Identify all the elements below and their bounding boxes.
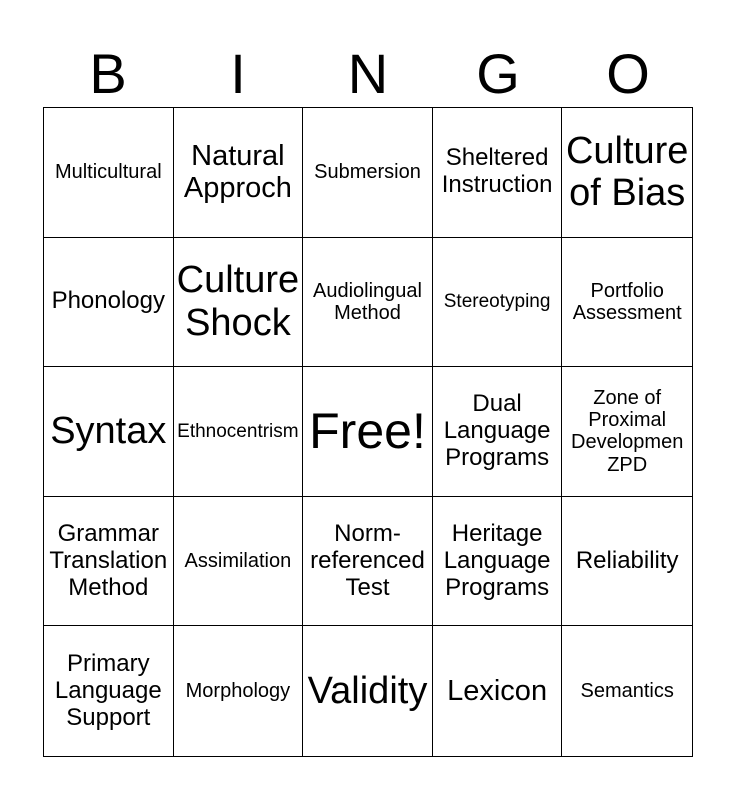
cell-label: Morphology bbox=[185, 680, 291, 702]
bingo-cell-r5c4 bbox=[433, 626, 563, 756]
bingo-cell-r1c4 bbox=[433, 108, 563, 238]
cell-label: Syntax bbox=[50, 410, 167, 453]
bingo-cell-r5c1 bbox=[44, 626, 174, 756]
cell-label: Semantics bbox=[580, 680, 674, 702]
cell-label: Free! bbox=[309, 403, 426, 460]
header-letter-b: B bbox=[89, 42, 127, 105]
cell-label: Heritage Language Programs bbox=[443, 519, 551, 601]
cell-label: Zone of Proximal Developmen ZPD bbox=[571, 386, 684, 476]
cell-label: Audiolingual Method bbox=[313, 279, 422, 324]
bingo-cell-r4c3 bbox=[303, 497, 433, 627]
bingo-cell-r2c2 bbox=[174, 238, 304, 368]
cell-label: Ethnocentrism bbox=[177, 420, 299, 442]
cell-label: Phonology bbox=[51, 287, 166, 315]
cell-label: Norm-referenced Test bbox=[310, 519, 425, 601]
bingo-cell-r1c2 bbox=[174, 108, 304, 238]
bingo-cell-r2c5 bbox=[562, 238, 692, 368]
cell-label: Validity bbox=[307, 669, 428, 712]
cell-label: Assimilation bbox=[184, 549, 292, 572]
bingo-cell-r4c2 bbox=[174, 497, 304, 627]
bingo-cell-r4c5 bbox=[562, 497, 692, 627]
bingo-cell-r3c4 bbox=[433, 367, 563, 497]
bingo-cell-r3c1 bbox=[44, 367, 174, 497]
cell-label: Lexicon bbox=[447, 674, 548, 707]
bingo-cell-r2c1 bbox=[44, 238, 174, 368]
cell-label: Grammar Translation Method bbox=[49, 519, 168, 601]
bingo-cell-r3c2 bbox=[174, 367, 304, 497]
bingo-cell-r2c4 bbox=[433, 238, 563, 368]
cell-label: Reliability bbox=[575, 546, 679, 574]
cell-label: Portfolio Assessment bbox=[572, 279, 682, 324]
bingo-board bbox=[43, 107, 693, 757]
bingo-cell-r3c5 bbox=[562, 367, 692, 497]
cell-label: Culture Shock bbox=[176, 259, 300, 344]
bingo-cell-r5c3 bbox=[303, 626, 433, 756]
header-letter-g: G bbox=[476, 42, 520, 105]
bingo-header bbox=[43, 40, 693, 108]
cell-label: Submersion bbox=[314, 161, 421, 184]
bingo-cell-r1c3 bbox=[303, 108, 433, 238]
header-letter-o: O bbox=[606, 42, 650, 105]
bingo-cell-r1c1 bbox=[44, 108, 174, 238]
bingo-cell-r3c3 bbox=[303, 367, 433, 497]
bingo-cell-r5c2 bbox=[174, 626, 304, 756]
cell-label: Stereotyping bbox=[443, 291, 551, 313]
cell-label: Primary Language Support bbox=[54, 649, 162, 731]
cell-label: Dual Language Programs bbox=[443, 390, 551, 471]
header-letter-i: I bbox=[230, 42, 246, 105]
bingo-cell-r5c5 bbox=[562, 626, 692, 756]
bingo-cell-r2c3 bbox=[303, 238, 433, 368]
cell-label: Sheltered Instruction bbox=[441, 144, 553, 199]
bingo-cell-r1c5 bbox=[562, 108, 692, 238]
bingo-cell-r4c4 bbox=[433, 497, 563, 627]
cell-label: Culture of Bias bbox=[565, 129, 689, 215]
header-letter-n: N bbox=[347, 42, 389, 105]
bingo-cell-r4c1 bbox=[44, 497, 174, 627]
cell-label: Natural Approch bbox=[183, 139, 292, 205]
cell-label: Multicultural bbox=[54, 161, 162, 184]
